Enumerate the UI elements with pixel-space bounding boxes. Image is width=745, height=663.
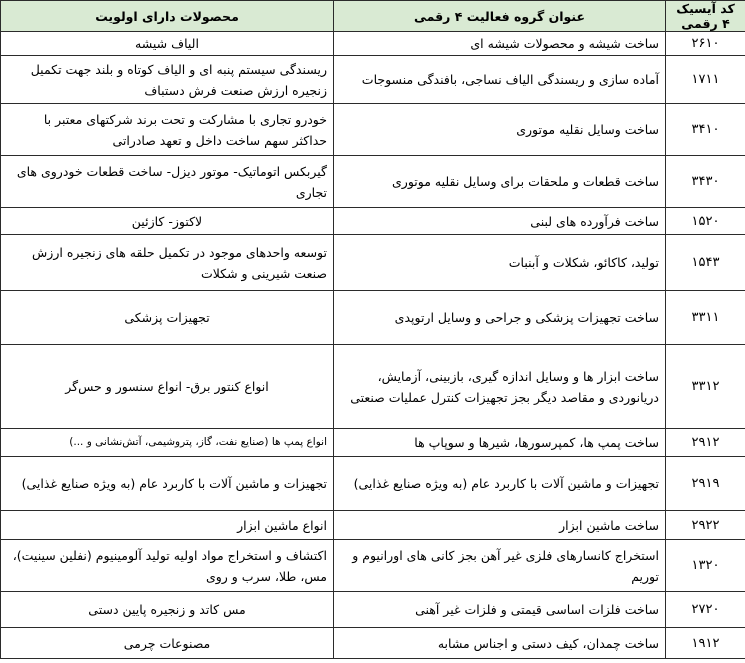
row-title: ساخت فرآورده های لبنی [334,208,666,235]
header-code: کد آیسیک ۴ رقمی [666,1,745,32]
table-row [1,235,745,291]
row-title: ساخت قطعات و ملحقات برای وسایل نقلیه موتوری [334,156,666,208]
row-code: ۲۹۱۹ [666,457,745,511]
row-products: خودرو تجاری با مشارکت و تحت برند شرکتهای معتبر با حداکثر سهم ساخت داخل و تعهد صادراتی [1,104,334,156]
row-title: تجهیزات و ماشین آلات با کاربرد عام (به ویژه صنایع غذایی) [334,457,666,511]
row-products: انواع ماشین ابزار [1,511,334,540]
row-products: گیربکس اتوماتیک- موتور دیزل- ساخت قطعات خودروی های تجاری [1,156,334,208]
table-row [1,592,745,628]
row-code: ۳۴۱۰ [666,104,745,156]
row-code: ۱۹۱۲ [666,628,745,659]
row-products: تجهیزات پزشکی [1,291,334,345]
row-code: ۳۳۱۱ [666,291,745,345]
row-code: ۱۷۱۱ [666,56,745,104]
table-row [1,511,745,540]
table-row [1,56,745,104]
row-products: مس کاتد و زنجیره پایین دستی [1,592,334,628]
row-products: لاکتوز- کازئین [1,208,334,235]
row-code: ۲۹۱۲ [666,429,745,457]
header-title: عنوان گروه فعالیت ۴ رقمی [334,1,666,32]
table-row [1,208,745,235]
row-title: ساخت چمدان، کیف دستی و اجناس مشابه [334,628,666,659]
table-row [1,628,745,659]
row-products: اکتشاف و استخراج مواد اولیه تولید آلومینیوم (نفلین سینیت)، مس، طلا، سرب و روی [1,540,334,592]
row-code: ۳۴۳۰ [666,156,745,208]
row-code: ۱۵۴۳ [666,235,745,291]
table-row [1,32,745,56]
row-products: انواع پمپ ها (صنایع نفت، گاز، پتروشیمی، آتش‌نشانی و ...) [1,429,334,457]
header-row [1,1,745,32]
table-row [1,345,745,429]
table-row [1,540,745,592]
row-title: ساخت پمپ ها، کمپرسورها، شیرها و سوپاپ ها [334,429,666,457]
row-products: ریسندگی سیستم پنبه ای و الیاف کوتاه و بلند جهت تکمیل زنجیره ارزش صنعت فرش دستباف [1,56,334,104]
row-title: آماده سازی و ریسندگی الیاف نساجی، بافندگی منسوجات [334,56,666,104]
table-row [1,429,745,457]
row-title: ساخت وسایل نقلیه موتوری [334,104,666,156]
row-code: ۳۳۱۲ [666,345,745,429]
row-code: ۲۹۲۲ [666,511,745,540]
row-title: استخراج کانسارهای فلزی غیر آهن بجز کانی های اورانیوم و توریم [334,540,666,592]
table-row [1,104,745,156]
row-products: تجهیزات و ماشین آلات با کاربرد عام (به ویژه صنایع غذایی) [1,457,334,511]
row-products: الیاف شیشه [1,32,334,56]
row-title: ساخت فلزات اساسی قیمتی و فلزات غیر آهنی [334,592,666,628]
row-products: مصنوعات چرمی [1,628,334,659]
row-title: ساخت تجهیزات پزشکی و جراحی و وسایل ارتوپدی [334,291,666,345]
row-products: توسعه واحدهای موجود در تکمیل حلقه های زنجیره ارزش صنعت شیرینی و شکلات [1,235,334,291]
row-code: ۱۳۲۰ [666,540,745,592]
table-row [1,156,745,208]
header-products: محصولات دارای اولویت [1,1,334,32]
row-code: ۲۷۲۰ [666,592,745,628]
row-title: ساخت شیشه و محصولات شیشه ای [334,32,666,56]
row-products: انواع کنتور برق- انواع سنسور و حس‌گر [1,345,334,429]
table-row [1,457,745,511]
row-code: ۱۵۲۰ [666,208,745,235]
row-code: ۲۶۱۰ [666,32,745,56]
table-row [1,291,745,345]
row-title: تولید، کاکائو، شکلات و آبنبات [334,235,666,291]
row-title: ساخت ماشین ابزار [334,511,666,540]
row-title: ساخت ابزار ها و وسایل اندازه گیری، بازبینی، آزمایش، دریانوردی و مقاصد دیگر بجز تجهیزات کنترل عملیات صنعتی [334,345,666,429]
